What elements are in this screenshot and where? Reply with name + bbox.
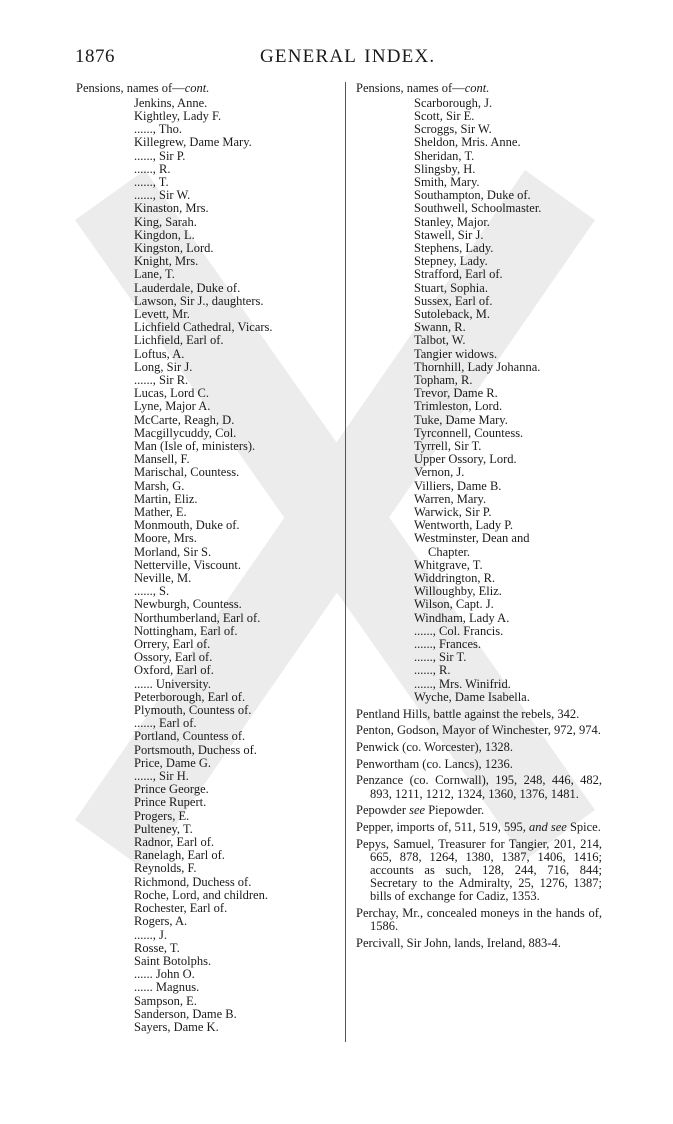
page-title: GENERAL INDEX. (260, 46, 436, 67)
pension-name-item: Oxford, Earl of. (134, 663, 214, 678)
westminster-entry: Westminster, Dean and (414, 531, 530, 546)
pension-name-item: Peterborough, Earl of. (134, 689, 246, 704)
pension-name-item: Kingston, Lord. (134, 240, 214, 255)
pension-name-item: Southwell, Schoolmaster. (414, 201, 542, 216)
pension-name-item: Scott, Sir E. (414, 108, 475, 123)
pension-name-item: ......, J. (134, 927, 167, 942)
westminster-entry-cont: Chapter. (428, 544, 471, 559)
pension-name-item: Sayers, Dame K. (134, 1019, 219, 1034)
pension-name-item: Progers, E. (134, 808, 190, 823)
pension-name-item: Villiers, Dame B. (414, 478, 502, 493)
pension-name-item: Willoughby, Eliz. (414, 584, 502, 599)
pension-name-item: Wilson, Capt. J. (414, 597, 494, 612)
index-entries-bottom (356, 838, 602, 951)
pension-name-item: Morland, Sir S. (134, 544, 212, 559)
pension-name-item: Swann, R. (414, 320, 466, 335)
pension-name-item: Saint Botolphs. (134, 953, 212, 968)
pension-name-item: ......, R. (134, 161, 171, 176)
pension-name-item: Tyrconnell, Countess. (414, 425, 524, 440)
pension-name-item: Richmond, Duchess of. (134, 874, 252, 889)
pension-name-item: Macgillycuddy, Col. (134, 425, 237, 440)
pension-name-item: Mather, E. (134, 505, 187, 519)
pension-name-item: Vernon, J. (414, 465, 465, 480)
pension-name-item: Wentworth, Lady P. (414, 518, 513, 533)
pension-name-item: Southampton, Duke of. (414, 188, 531, 203)
pension-name-item: Ossory, Earl of. (134, 650, 213, 665)
pension-name-item: Reynolds, F. (134, 861, 197, 876)
pension-name-item: Plymouth, Countess of. (134, 703, 252, 718)
pension-name-item: Lucas, Lord C. (134, 386, 209, 401)
pension-name-item: Lyne, Major A. (134, 399, 211, 414)
pension-name-item: Levett, Mr. (134, 306, 190, 321)
pension-name-item: ...... John O. (134, 967, 195, 982)
pension-name-item: ......, Sir H. (134, 769, 189, 784)
index-entry: Pepys, Samuel, Treasurer for Tangier, 201, 214, 665, 878, 1264, 1380, 1387, 1406, 1416; accounts as such, 128, 244, 716, 844; Secretary to the Admiralty, 25, 1276, 1387; bills of exchange for Cadiz, 1353. (356, 836, 602, 904)
right-name-list-b (356, 559, 602, 704)
pepper-italic: and see (528, 819, 567, 834)
pension-name-item: ......, Frances. (414, 637, 481, 652)
column-divider (345, 82, 346, 1042)
pension-name-item: Kingdon, L. (134, 227, 195, 242)
pension-name-item: Nottingham, Earl of. (134, 623, 238, 638)
pension-name-item: Trevor, Dame R. (414, 386, 498, 401)
pension-name-item: Stepney, Lady. (414, 254, 488, 269)
pension-name-item: ...... University. (134, 676, 211, 691)
pension-name-item: Sutoleback, M. (414, 306, 491, 321)
pension-name-item: Stuart, Sophia. (414, 280, 488, 295)
pension-name-item: Tangier widows. (414, 346, 498, 361)
pension-name-item: Newburgh, Countess. (134, 597, 242, 612)
pension-name-item: ......, R. (414, 663, 451, 678)
pension-name-item: Sussex, Earl of. (414, 293, 493, 308)
pension-name-item: Rosse, T. (134, 940, 180, 955)
pension-name-item: ......, Sir P. (134, 148, 186, 163)
pension-name-item: Topham, R. (414, 372, 473, 387)
index-entries-top (356, 708, 602, 818)
left-name-list (76, 97, 341, 1034)
pension-name-item: Jenkins, Anne. (134, 95, 208, 110)
pension-name-item: ......, Sir T. (414, 650, 467, 665)
pension-name-item: Scroggs, Sir W. (414, 122, 492, 137)
pension-name-item: ......, Col. Francis. (414, 623, 504, 638)
pension-name-item: ......, T. (134, 174, 169, 189)
pension-name-item: Sampson, E. (134, 993, 197, 1008)
pension-name-item: Scarborough, J. (414, 95, 493, 110)
pension-name-item: Smith, Mary. (414, 174, 480, 189)
pension-name-item: ...... Magnus. (134, 980, 200, 995)
pension-name-item: Kinaston, Mrs. (134, 201, 209, 216)
pension-name-item: Lauderdale, Duke of. (134, 280, 241, 295)
pepper-main: Pepper, imports of, 511, 519, 595, (356, 819, 526, 834)
pension-name-item: Moore, Mrs. (134, 531, 197, 546)
index-entry: Penwick (co. Worcester), 1328. (356, 739, 514, 754)
pension-name-item: Tyrrell, Sir T. (414, 438, 482, 453)
pension-name-item: Pulteney, T. (134, 821, 193, 836)
pension-name-item: Tuke, Dame Mary. (414, 412, 508, 427)
right-name-list-a (356, 97, 602, 533)
pension-name-item: Prince Rupert. (134, 795, 207, 810)
pension-name-item: Marsh, G. (134, 478, 185, 493)
pension-name-item: ......, Sir W. (134, 188, 191, 203)
left-column (76, 82, 341, 1034)
pension-name-item: Sheridan, T. (414, 148, 475, 163)
pension-name-item: ......, Sir R. (134, 372, 189, 387)
pension-name-item: Lichfield Cathedral, Vicars. (134, 320, 273, 335)
pension-name-item: Radnor, Earl of. (134, 835, 215, 850)
index-entry: Perchay, Mr., concealed moneys in the hands of, 1586. (356, 906, 602, 934)
pension-name-item: Long, Sir J. (134, 359, 193, 374)
pension-name-item: Prince George. (134, 782, 209, 797)
pension-name-item: Knight, Mrs. (134, 254, 199, 269)
index-entry: Penzance (co. Cornwall), 195, 248, 446, 482, 893, 1211, 1212, 1324, 1360, 1376, 1481. (356, 773, 602, 801)
pension-name-item: King, Sarah. (134, 214, 197, 229)
pension-name-item: Price, Dame G. (134, 755, 212, 770)
pension-name-item: Lane, T. (134, 267, 175, 282)
pension-name-item: Killegrew, Dame Mary. (134, 135, 252, 150)
index-entry: Percivall, Sir John, lands, Ireland, 883-4. (356, 936, 561, 951)
pension-name-item: ......, Tho. (134, 122, 183, 137)
index-entry: Pentland Hills, battle against the rebels, 342. (356, 706, 580, 721)
index-entry-pepper (356, 821, 602, 834)
pension-name-item: Sanderson, Dame B. (134, 1006, 237, 1021)
pension-name-item: Stanley, Major. (414, 214, 490, 229)
pension-name-item: Rogers, A. (134, 914, 188, 929)
index-entry: Pepowder see Piepowder. (356, 803, 485, 818)
pension-name-item: Portland, Countess of. (134, 729, 246, 744)
pension-name-item: Strafford, Earl of. (414, 267, 503, 282)
pension-name-item: Lawson, Sir J., daughters. (134, 293, 264, 308)
pension-name-item: McCarte, Reagh, D. (134, 412, 235, 427)
pension-name-item: Monmouth, Duke of. (134, 518, 240, 533)
index-entry: Penwortham (co. Lancs), 1236. (356, 756, 513, 771)
pension-name-item: Ranelagh, Earl of. (134, 848, 225, 863)
pension-name-item: Stephens, Lady. (414, 240, 494, 255)
pension-name-item: Warren, Mary. (414, 491, 487, 506)
pension-name-item: Mansell, F. (134, 452, 190, 467)
pension-name-item: ......, Mrs. Winifrid. (414, 676, 511, 691)
pension-name-item: Slingsby, H. (414, 161, 476, 176)
pension-name-item: Man (Isle of, ministers). (134, 438, 256, 453)
pension-name-item: Portsmouth, Duchess of. (134, 742, 257, 757)
pension-name-item: Stawell, Sir J. (414, 227, 484, 242)
pension-name-item: Rochester, Earl of. (134, 901, 228, 916)
right-column (356, 82, 602, 950)
pension-name-item: ......, S. (134, 584, 170, 599)
pension-name-item: Talbot, W. (414, 333, 466, 348)
pension-name-item: Trimleston, Lord. (414, 399, 503, 414)
pension-name-item: Loftus, A. (134, 346, 185, 361)
pension-name-item: Neville, M. (134, 571, 192, 586)
pension-name-item: Lichfield, Earl of. (134, 333, 224, 348)
page-number: 1876 (75, 46, 115, 67)
pension-name-item: Upper Ossory, Lord. (414, 452, 517, 467)
pension-name-item: Martin, Eliz. (134, 491, 198, 506)
pension-name-item: Warwick, Sir P. (414, 505, 492, 519)
pension-name-item: Roche, Lord, and children. (134, 887, 268, 902)
pension-name-item: Sheldon, Mris. Anne. (414, 135, 521, 150)
index-entry: Penton, Godson, Mayor of Winchester, 972, 974. (356, 723, 601, 738)
pension-name-item: Widdrington, R. (414, 571, 496, 586)
pension-name-item: Northumberland, Earl of. (134, 610, 261, 625)
pension-name-item: ......, Earl of. (134, 716, 197, 731)
pension-name-item: Thornhill, Lady Johanna. (414, 359, 541, 374)
left-column-heading (76, 82, 341, 95)
pepper-tail: Spice. (566, 819, 601, 834)
left-heading-text: Pensions, names of—cont. (76, 81, 210, 95)
right-heading-text: Pensions, names of—cont. (356, 81, 490, 95)
pension-name-item: Netterville, Viscount. (134, 557, 241, 572)
pension-name-item: Whitgrave, T. (414, 557, 483, 572)
pension-name-item: Wyche, Dame Isabella. (414, 689, 530, 704)
pension-name-item: Marischal, Countess. (134, 465, 240, 480)
right-column-heading (356, 82, 602, 95)
pension-name-item: Kightley, Lady F. (134, 108, 222, 123)
pension-name-item: Windham, Lady A. (414, 610, 510, 625)
pension-name-item: Orrery, Earl of. (134, 637, 211, 652)
